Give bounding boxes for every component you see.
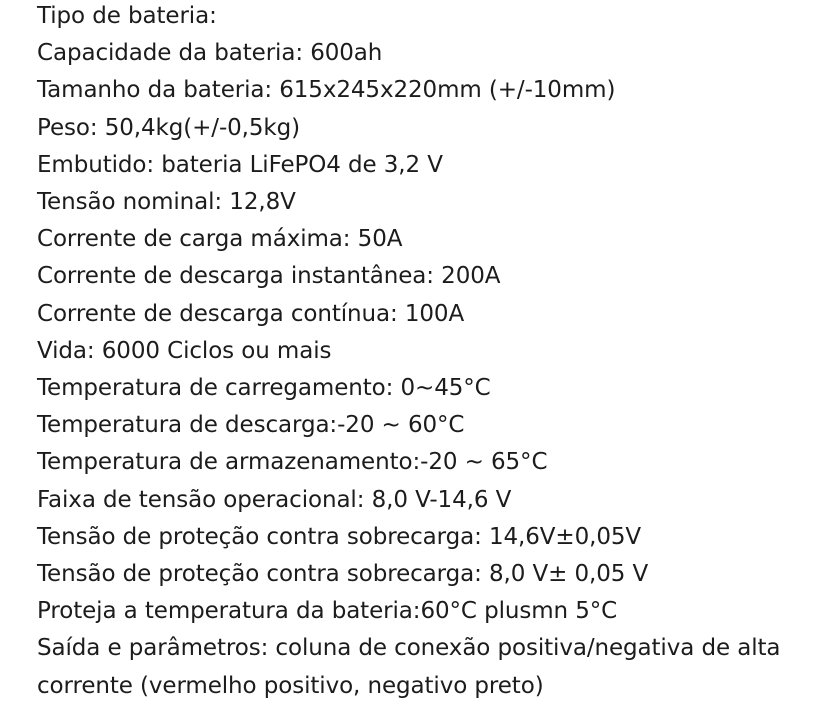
spec-charge-temperature: Temperatura de carregamento: 0~45°C: [37, 375, 491, 402]
spec-overdischarge-protection-voltage: Tensão de proteção contra sobrecarga: 8,0 V± 0,05 V: [37, 561, 649, 588]
spec-temperature-protection: Proteja a temperatura da bateria:60°C plusmn 5°C: [37, 598, 618, 625]
spec-continuous-discharge-current: Corrente de descarga contínua: 100A: [37, 300, 465, 327]
spec-max-charge-current: Corrente de carga máxima: 50A: [37, 226, 403, 253]
spec-battery-type: Tipo de bateria:: [37, 3, 217, 29]
spec-nominal-voltage: Tensão nominal: 12,8V: [37, 189, 296, 216]
spec-battery-size: Tamanho da bateria: 615x245x220mm (+/-10mm): [37, 77, 616, 104]
spec-weight: Peso: 50,4kg(+/-0,5kg): [37, 114, 301, 141]
spec-operating-voltage-range: Faixa de tensão operacional: 8,0 V-14,6 V: [37, 486, 512, 513]
spec-discharge-temperature: Temperatura de descarga:-20 ~ 60°C: [37, 412, 465, 439]
spec-overcharge-protection-voltage: Tensão de proteção contra sobrecarga: 14,6V±0,05V: [37, 523, 642, 550]
battery-spec-list: [37, 0, 827, 705]
spec-cycle-life: Vida: 6000 Ciclos ou mais: [37, 337, 332, 364]
spec-built-in-cell: Embutido: bateria LiFePO4 de 3,2 V: [37, 151, 443, 178]
spec-battery-capacity: Capacidade da bateria: 600ah: [37, 40, 383, 67]
spec-output-terminals: Saída e parâmetros: coluna de conexão positiva/negativa de alta corrente (vermelho positivo, negativo preto): [37, 635, 781, 699]
spec-instant-discharge-current: Corrente de descarga instantânea: 200A: [37, 263, 501, 290]
spec-storage-temperature: Temperatura de armazenamento:-20 ~ 65°C: [37, 449, 548, 476]
